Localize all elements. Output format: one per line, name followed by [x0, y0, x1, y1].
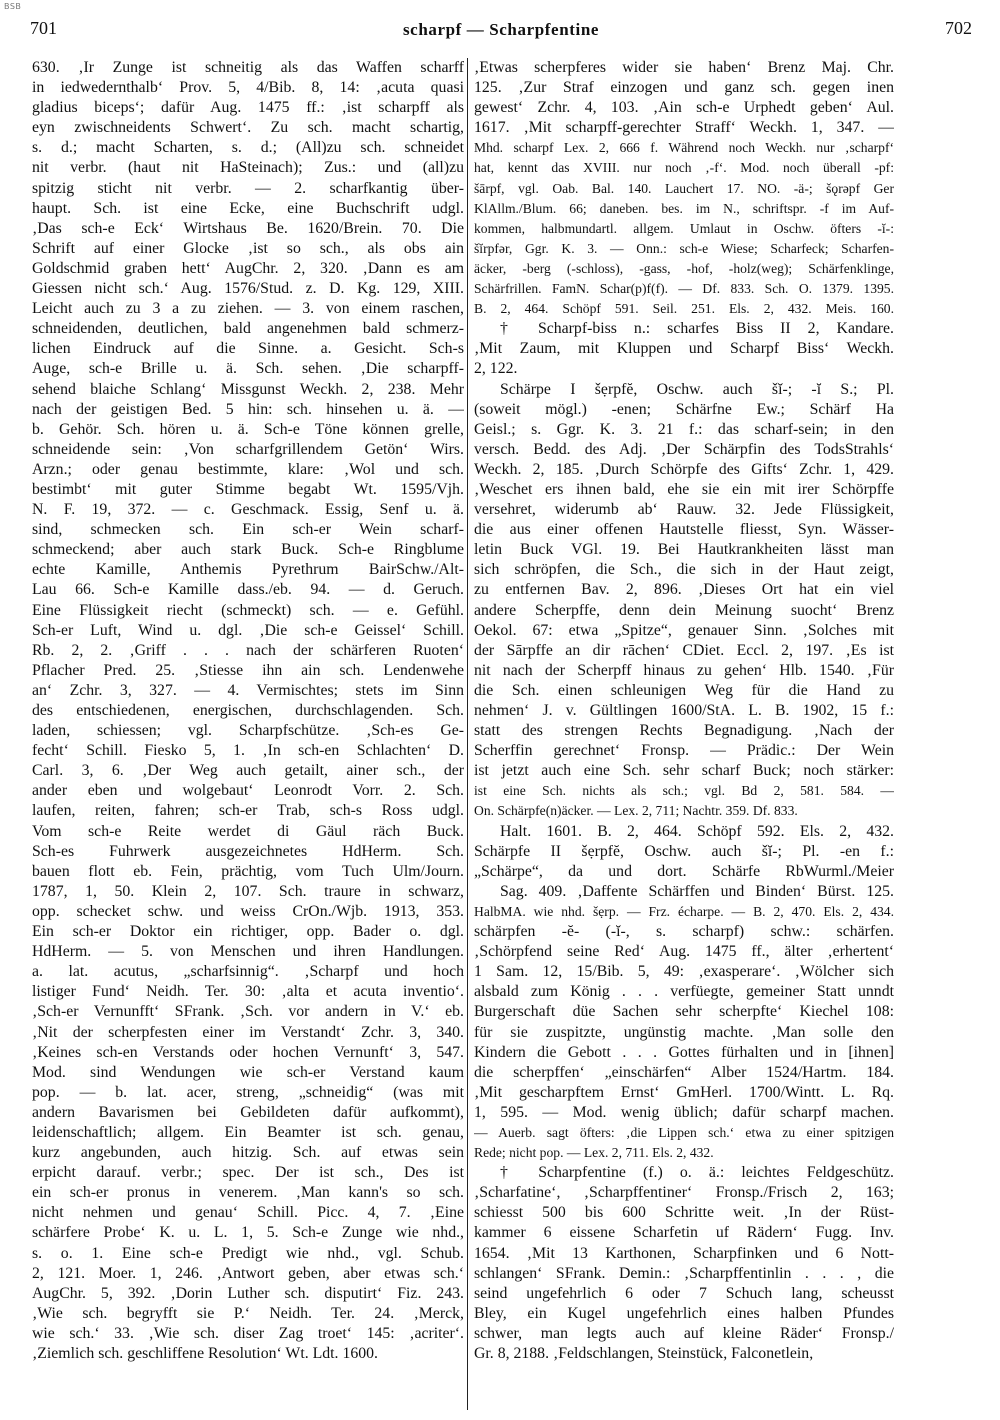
text-line: seind ungefehrlich 6 oder 7 Schuch lang, scheusst [474, 1284, 894, 1302]
page-header [30, 18, 972, 46]
text-line: kommen, halbmundartl. allgem. Umlaut in Oschw. öfters -ĭ-: [474, 220, 894, 236]
text-line: ‚Keines sch-en Verstands oder hochen Vernunft‘ 3, 547. [32, 1043, 464, 1061]
text-line: 1 Sam. 12, 15/Bib. 5, 49: ‚exasperare‘. ‚Wölcher sich [474, 963, 894, 981]
text-line: der Sārpffe an dir rāchen‘ CDiet. Eccl. 2, 197. ‚Es ist [474, 641, 894, 659]
text-line: schärfere Probe‘ K. u. L. 1, 5. Sch-e Zunge wie nhd., [32, 1224, 464, 1242]
text-line: ein sch-er pronus in venerem. ‚Man kann's so sch. [32, 1184, 464, 1202]
text-line: Schrift auf einer Glocke ‚ist so sch., als obs ain [32, 239, 464, 257]
text-line: ‚Das sch-e Eck‘ Wirtshaus Be. 1620/Brein. 70. Die [32, 219, 464, 237]
text-line: schwer, man legts auch auf kleine Räder‘ Fronsp./ [474, 1324, 894, 1342]
text-line: wie sch.‘ 33. ‚Wie sch. diser Zag troet‘ 145: ‚acriter‘. [32, 1324, 464, 1342]
text-line: a. lat. acutus, „scharfsinnig“. ‚Scharpf und hoch [32, 963, 464, 981]
text-line: s. o. 1. Eine sch-e Predigt wie nhd., vgl. Schub. [32, 1244, 464, 1262]
text-line: Geisl.; s. Ggr. K. 3. 21 f.: das scharf-sein; in den [474, 420, 894, 438]
text-line: versch. Bedd. des Adj. ‚Der Schärpfin des TodsStrahls‘ [474, 440, 894, 458]
text-line: die aus einer offenen Hautstelle fliesst, Syn. Wässer- [474, 521, 894, 539]
text-line: nach der geistigen Bed. 5 hin: sch. hinsehen u. ä. — [32, 400, 464, 418]
text-line: Bley, ein Kugel ungefehrlich eines halben Pfundes [474, 1304, 894, 1322]
text-line: Rede; nicht pop. — Lex. 2, 711. Els. 2, 432. [474, 1145, 714, 1161]
text-line: Giessen nicht sch.‘ Aug. 1576/Stud. z. D. Kg. 129, XIII. [32, 280, 464, 298]
text-line: ‚Wie sch. begryfft sie P.‘ Neidh. Ter. 24. ‚Merck, [32, 1304, 464, 1322]
library-watermark: BSB [4, 2, 22, 11]
text-line: kammer 6 eissene Scharfetin uf Rädern‘ Fugg. Inv. [474, 1224, 894, 1242]
text-line: Oekol. 67: etwa „Spitze“, genauer Sinn. ‚Solches mit [474, 621, 894, 639]
text-line: Halt. 1601. B. 2, 464. Schöpf 592. Els. 2, 432. [500, 822, 894, 840]
text-line: 2, 121. Moer. 1, 246. ‚Antwort geben, aber etwas sch.‘ [32, 1264, 464, 1282]
text-line: ‚Scharfatine‘, ‚Scharpffentiner‘ Fronsp./Frisch 2, 163; [474, 1184, 894, 1202]
text-line: Sag. 409. ‚Daffente Schärffen und Binden‘ Bürst. 125. [500, 882, 894, 900]
text-line: bauen flott eb. Fein, prächtig, vom Tuch Ulm/Journ. [32, 862, 464, 880]
text-line: † Scharpfentine (f.) o. ä.: leichtes Feldgeschütz. [500, 1164, 894, 1182]
text-line: zu entfernen Bav. 2, 896. ‚Dieses Ort hat ein viel [474, 581, 894, 599]
text-line: ‚Etwas scherpferes wider sie haben‘ Brenz Maj. Chr. [474, 59, 894, 76]
text-line: sind, schmecken sch. Ein sch-er Wein scharf- [32, 521, 464, 539]
text-line: die scherpffen‘ „einschärfen“ Alber 1524/Hartm. 184. [474, 1063, 894, 1081]
text-line: sich schröpfen, die Sch., die sich in der Haut zeigt, [474, 561, 894, 579]
text-line: nit nach der Scherpff hinaus zu gehen‘ Hlb. 1540. ‚Für [474, 661, 894, 679]
text-line: listiger Fund‘ Neidh. Ter. 30: ‚alta et acuta inventio‘. [32, 983, 464, 1001]
text-line: s. d.; macht Scharten, s. d.; (All)zu sch. schneidet [32, 139, 464, 157]
text-line: pop. — b. lat. acer, streng, „schneidig“ (was mit [32, 1083, 464, 1101]
text-line: an‘ Zchr. 3, 327. — 4. Vermischtes; stets im Sinn [32, 681, 464, 699]
text-line: haupt. Sch. ist eine Ecke, eine Buchschrift udgl. [32, 199, 464, 217]
text-line: für sie zuspitzte, ungünstig machte. ‚Man solle den [474, 1023, 894, 1041]
text-line: ‚Schörpfend seine Red‘ Aug. 1475 ff., älter ‚erhertent‘ [474, 943, 894, 961]
text-line: ‚Mit Zaum, mit Kluppen und Scharpf Biss‘ Weckh. [474, 340, 894, 358]
text-line: alsbald zum König . . . verfüegte, gemeiner Statt unndt [474, 983, 894, 1001]
text-line: letin Buck VGl. 19. Bei Hautkrankheiten lässt man [474, 541, 894, 559]
text-line: Lau 66. Sch-e Kamille dass./eb. 94. — d. Geruch. [32, 581, 464, 599]
text-line: Gr. 8, 2188. ‚Feldschlangen, Steinstück, Falconetlein, [474, 1345, 814, 1362]
text-line: On. Schärpfe(n)äcker. — Lex. 2, 711; Nachtr. 359. Df. 833. [474, 803, 798, 819]
text-line: andere Scherpffe, denn dein Meinung suocht‘ Brenz [474, 601, 894, 619]
text-line: B. 2, 464. Schöpf 591. Seil. 251. Els. 2, 432. Meis. 160. [474, 301, 894, 317]
text-line: 2, 122. [474, 360, 518, 378]
text-line: N. F. 19, 372. — c. Geschmack. Essig, Senf u. ä. [32, 501, 464, 519]
text-line: hat, kennt das XVIII. nur noch ‚-f‘. Mod. noch überall -pf: [474, 160, 894, 176]
text-line: Schärfrillen. FamN. Schar(p)f(f). — Df. 833. Sch. O. 1379. 1395. [474, 281, 894, 297]
text-line: leidenschaftlich; allgem. Ein Beamter ist sch. genau, [32, 1123, 464, 1141]
text-line: ‚Mit gescharpftem Ernst‘ GmHerl. 1700/Wintt. L. Rq. [474, 1083, 894, 1101]
text-line: † Scharpf-biss n.: scharfes Biss II 2, Kandare. [500, 320, 894, 338]
text-line: fecht‘ Schill. Fiesko 5, 1. ‚In sch-en Schlachten‘ D. [32, 742, 464, 760]
text-line: Schärpe I šẹrpfĕ, Oschw. auch šĭ-; -ĭ S.; Pl. [500, 380, 894, 398]
text-line: ‚Sch-er Vernunfft‘ SFrank. ‚Sch. vor andern in V.‘ eb. [32, 1003, 464, 1021]
text-line: erpicht darauf. verbr.; spec. Der ist sch., Des ist [32, 1164, 464, 1182]
text-line: nehmen‘ J. v. Gültlingen 1600/StA. L. B. 1902, 15 f.: [474, 702, 894, 719]
text-line: kurz angebunden, auch hitzig. Sch. auf etwas sein [32, 1144, 464, 1162]
text-line: des entschiedenen, energischen, durchschlagenden. Sch. [32, 702, 464, 719]
text-line: statt des strengen Rechts Begnadigung. ‚Nach der [474, 722, 894, 740]
text-line: KlAllm./Blum. 66; daneben. bes. im N., schriftspr. -f im Auf- [474, 200, 894, 216]
text-line: 1, 595. — Mod. wenig üblich; dafür scharpf machen. [474, 1103, 894, 1121]
text-line: Weckh. 2, 185. ‚Durch Schörpfe des Gifts‘ Zchr. 1, 429. [474, 460, 894, 478]
text-line: bestimbt‘ mit guter Stimme begabt Wt. 1595/Vjh. [32, 480, 464, 498]
text-line: versehret, widerumb ab‘ Rauw. 32. Jede Flüssigkeit, [474, 501, 894, 519]
text-line: eyn zwischneidents Schwert‘. Zu sch. macht schartig, [32, 119, 464, 137]
text-line: gewest‘ Zchr. 4, 103. ‚Ain sch-e Urphedt geben‘ Aul. [474, 99, 894, 117]
text-line: Scherffin gerechnet‘ Fronsp. — Prädic.: Der Wein [474, 742, 894, 760]
text-line: b. Gehör. Sch. hören u. ä. Sch-e Töne können grelle, [32, 420, 464, 438]
text-line: Ein sch-er Doktor ein richtiger, opp. Bader o. dgl. [32, 923, 464, 941]
text-line: Carl. 3, 6. ‚Der Weg auch getailt, ainer sch., der [32, 762, 464, 780]
text-line: ‚Ziemlich sch. geschliffene Resolution‘ Wt. Ldt. 1600. [32, 1345, 378, 1362]
text-line: Burgerschaft düe Sachen sehr scherpfte‘ Kiechel 108: [474, 1003, 894, 1021]
text-line: ‚Nit der scherpfesten einer im Verstandt‘ Zchr. 3, 340. [32, 1023, 464, 1041]
text-line: šārpf, vgl. Oab. Bal. 140. Lauchert 17. NO. -ä-; šǫrǝpf Ger [474, 180, 894, 196]
text-line: die Sch. einen schleunigen Weg für die Hand zu [474, 681, 894, 699]
left-column [32, 58, 464, 1408]
page-number-right: 702 [945, 18, 972, 38]
text-line: Pflacher Pred. 25. ‚Stiesse ihn ain sch. Lendenwehe [32, 661, 464, 679]
text-line: ist jetzt auch eine Sch. sehr scharf Buck; noch stärker: [474, 762, 894, 780]
text-line: Auge, sch-e Brille u. ä. Sch. sehen. ‚Die scharpff- [32, 360, 464, 378]
text-line: HalbMA. wie nhd. šẹrp. — Frz. écharpe. — B. 2, 470. Els. 2, 434. [474, 903, 894, 919]
text-line: schneidenden, deutlichen, bald angenehmen bald schmerz- [32, 320, 464, 338]
text-line: spitzig sticht nit verbr. — 2. scharfkantig über- [32, 179, 464, 197]
text-line: Sch-er Luft, Wind u. dgl. ‚Die sch-e Geissel‘ Schill. [32, 621, 464, 639]
text-line: schiesst 500 bis 600 Schritte weit. ‚In der Rüst- [474, 1204, 894, 1222]
text-line: 1787, 1, 50. Klein 2, 107. Sch. traure in schwarz, [32, 882, 464, 900]
text-line: laufen, reiten, fahren; sch-er Trab, sch-s Ross udgl. [32, 802, 464, 820]
text-line: Mod. sind Wendungen wie sch-er Verstand kaum [32, 1063, 464, 1081]
column-divider [467, 58, 468, 1410]
text-line: ‚Weschet ers ihnen bald, ehe sie ein mit irer Schörpffe [474, 480, 894, 498]
text-line: — Auerb. sagt öfters: ‚die Lippen sch.‘ etwa zu einer spitzigen [474, 1124, 894, 1140]
running-title: scharpf — Scharpfentine [402, 20, 600, 39]
text-line: Kindern die Gebott . . . Gottes fürhalten und in [ihnen] [474, 1043, 894, 1061]
text-line: laden, schiessen; vgl. Scharpfschütze. ‚Sch-es Ge- [32, 722, 464, 740]
text-line: Rb. 2, 2. ‚Griff . . . nach der schärferen Ruoten‘ [32, 641, 464, 659]
text-line: echte Kamille, Anthemis Pyrethrum BairSchw./Alt- [32, 561, 464, 579]
text-line: Eine Flüssigkeit riecht (schmeckt) sch. — e. Gefühl. [32, 601, 464, 619]
text-line: sehend blaiche Schlang‘ Missgunst Weckh. 2, 238. Mehr [32, 380, 464, 398]
text-line: lichen Eindruck auf die Sinne. a. Gesicht. Sch-s [32, 340, 464, 358]
text-line: 125. ‚Zur Straf einzogen und ganz sch. gegen inen [474, 79, 894, 97]
text-line: schlangen‘ SFrank. Demin.: ‚Scharpffentinlin . . . , die [474, 1264, 894, 1282]
text-line: Leicht auch zu 3 a zu ziehen. — 3. von einem raschen, [32, 300, 464, 318]
page-number-left: 701 [30, 18, 57, 38]
text-line: opp. schecket schw. und weiss CrOn./Wjb. 1913, 353. [32, 902, 464, 920]
text-line: „Schärpe“, da und dort. Schärfe RbWurml./Meier [474, 862, 894, 880]
text-line: gladius biceps‘; dafür Aug. 1475 ff.: ‚ist scharpff als [32, 99, 464, 117]
text-line: schärpfen -ĕ- (-ĭ-, s. scharpf) schw.: schärfen. [474, 923, 894, 941]
text-line: äcker, -berg (-schloss), -gass, -hof, -holz(weg); Schärfenklinge, [474, 260, 894, 276]
text-line: Vom sch-e Reite werdet di Gäul räch Buck. [32, 822, 464, 840]
text-line: andern Bavarismen bei Gebildeten dafür aufkommt), [32, 1103, 464, 1121]
text-line: Goldschmid graben hett‘ AugChr. 2, 320. ‚Dann es am [32, 259, 464, 277]
text-line: ist eine Sch. nichts als sch.; vgl. Bd 2, 581. 584. — [474, 783, 894, 799]
text-line: Sch-es Fuhrwerk ausgezeichnetes HdHerm. Sch. [32, 842, 464, 860]
text-line: schneidende sein: ‚Von scharfgrillendem Getön‘ Wirs. [32, 440, 464, 458]
text-line: Mhd. scharpf Lex. 2, 666 f. Während noch Weckh. nur ‚scharpf‘ [474, 140, 894, 156]
text-line: 1617. ‚Mit scharpff-gerechter Straff‘ Weckh. 1, 347. — [474, 119, 894, 137]
text-line: Arzn.; oder genau bestimmte, klare: ‚Wol und sch. [32, 460, 464, 478]
text-line: 1654. ‚Mit 13 Karthonen, Scharpfinken und 6 Nott- [474, 1244, 894, 1262]
text-line: AugChr. 5, 392. ‚Dorin Luther sch. disputirt‘ Fiz. 243. [32, 1284, 464, 1302]
text-line: ander eben und wolgebaut‘ Leonrodt Vorr. 2. Sch. [32, 782, 464, 800]
text-line: Schärpfe II šẹrpfĕ, Oschw. auch šĭ-; Pl. -en f.: [474, 842, 894, 860]
text-line: šĭrpfǝr, Ggr. K. 3. — Onn.: sch-e Wiese; Scharfeck; Scharfen- [474, 240, 894, 256]
right-column [474, 58, 894, 1408]
text-line: 630. ‚Ir Zunge ist schneitig als das Waffen scharff [32, 59, 464, 76]
text-line: HdHerm. — 5. von Menschen und ihren Handlungen. [32, 943, 464, 961]
text-line: schmeckend; aber auch stark Buck. Sch-e Ringblume [32, 541, 464, 559]
text-line: in iedwedernthalb‘ Prov. 5, 4/Bib. 8, 14: ‚acuta quasi [32, 79, 464, 97]
text-line: nicht nehmen und genau‘ Schill. Picc. 4, 7. ‚Eine [32, 1204, 464, 1222]
text-line: nit verbr. (haut nit HaSteinach); Zus.: und (all)zu [32, 159, 464, 177]
text-line: (soweit mögl.) -enen; Schärfne Ew.; Schärf Ha [474, 400, 894, 418]
